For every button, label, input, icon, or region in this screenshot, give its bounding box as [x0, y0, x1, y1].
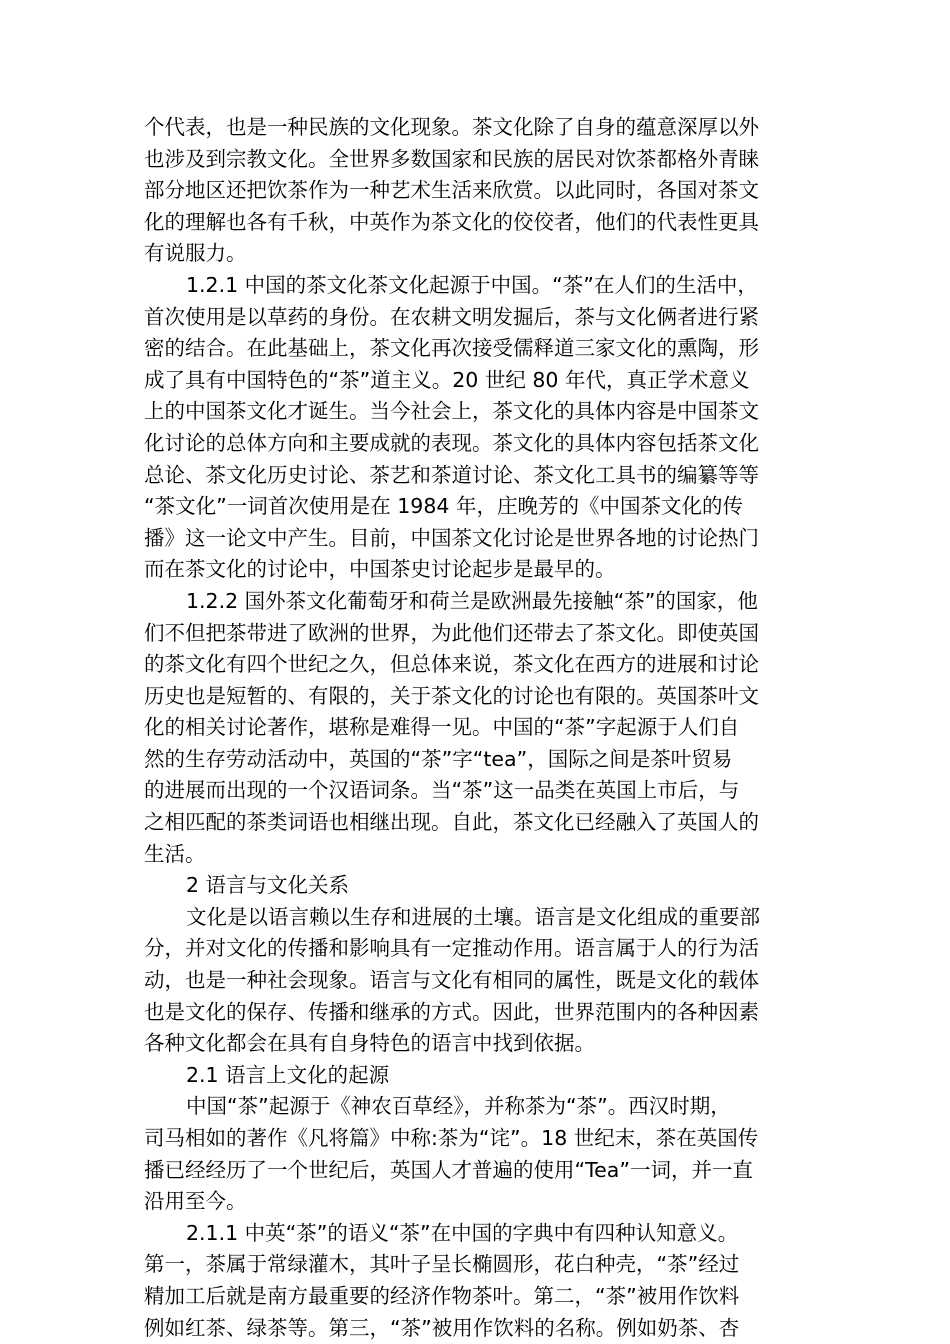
- text-line: 历史也是短暂的、有限的，关于茶文化的讨论也有限的。英国茶叶文: [144, 683, 759, 708]
- text-line: 动，也是一种社会现象。语言与文化有相同的属性，既是文化的载体: [144, 968, 759, 993]
- text-line: 化讨论的总体方向和主要成就的表现。茶文化的具体内容包括茶文化: [144, 430, 759, 455]
- text-line: 有说服力。: [144, 241, 247, 266]
- text-line: 成了具有中国特色的“茶”道主义。20 世纪 80 年代，真正学术意义: [144, 367, 750, 392]
- text-line: 的茶文化有四个世纪之久，但总体来说，茶文化在西方的进展和讨论: [144, 652, 759, 677]
- text-line: 之相匹配的茶类词语也相继出现。自此，茶文化已经融入了英国人的: [144, 810, 759, 835]
- text-line: 例如红茶、绿茶等。第三，“茶”被用作饮料的名称。例如奶茶、杏: [144, 1315, 740, 1340]
- text-line: 2.1.1 中英“茶”的语义“茶”在中国的字典中有四种认知意义。: [186, 1220, 739, 1245]
- text-line: 中国“茶”起源于《神农百草经》，并称茶为“茶”。西汉时期，: [186, 1094, 731, 1119]
- text-line: 总论、茶文化历史讨论、茶艺和茶道讨论、茶文化工具书的编纂等等: [144, 462, 759, 487]
- text-line: 播已经经历了一个世纪后，英国人才普遍的使用“Tea”一词，并一直: [144, 1157, 753, 1182]
- document-page: [144, 112, 808, 1344]
- text-line: 第一，茶属于常绿灌木，其叶子呈长椭圆形，花白种壳，“茶”经过: [144, 1252, 740, 1277]
- text-line: 部分地区还把饮茶作为一种艺术生活来欣赏。以此同时，各国对茶文: [144, 178, 759, 203]
- text-line: 的进展而出现的一个汉语词条。当“茶”这一品类在英国上市后，与: [144, 778, 740, 803]
- text-line: 们不但把茶带进了欧洲的世界，为此他们还带去了茶文化。即使英国: [144, 620, 759, 645]
- text-line: 个代表，也是一种民族的文化现象。茶文化除了自身的蕴意深厚以外: [144, 115, 759, 139]
- text-line: 1.2.2 国外茶文化葡萄牙和荷兰是欧洲最先接触“茶”的国家，他: [186, 588, 758, 613]
- text-line: 2 语言与文化关系: [186, 873, 350, 898]
- text-line: 而在茶文化的讨论中，中国茶史讨论起步是最早的。: [144, 557, 616, 582]
- text-line: 精加工后就是南方最重要的经济作物茶叶。第二，“茶”被用作饮料: [144, 1283, 740, 1308]
- text-line: 生活。: [144, 841, 206, 866]
- text-line: 密的结合。在此基础上，茶文化再次接受儒释道三家文化的熏陶，形: [144, 336, 759, 361]
- text-line: 首次使用是以草药的身份。在农耕文明发掘后，茶与文化俩者进行紧: [144, 304, 759, 329]
- text-line: 也是文化的保存、传播和继承的方式。因此，世界范围内的各种因素: [144, 999, 759, 1024]
- text-line: 文化是以语言赖以生存和进展的土壤。语言是文化组成的重要部: [186, 904, 760, 929]
- text-line: 播》这一论文中产生。目前，中国茶文化讨论是世界各地的讨论热门: [144, 525, 759, 550]
- text-line: 沿用至今。: [144, 1189, 247, 1214]
- text-line: 分，并对文化的传播和影响具有一定推动作用。语言属于人的行为活: [144, 936, 759, 961]
- text-line: 也涉及到宗教文化。全世界多数国家和民族的居民对饮茶都格外青睐: [144, 146, 759, 171]
- text-line: 然的生存劳动活动中，英国的“茶”字“tea”，国际之间是茶叶贸易: [144, 746, 733, 771]
- text-line: 各种文化都会在具有自身特色的语言中找到依据。: [144, 1031, 595, 1056]
- text-line: “茶文化”一词首次使用是在 1984 年，庄晚芳的《中国茶文化的传: [144, 494, 743, 519]
- text-line: 司马相如的著作《凡将篇》中称:茶为“诧”。18 世纪末，茶在英国传: [144, 1126, 759, 1150]
- text-line: 化的理解也各有千秋，中英作为茶文化的佼佼者，他们的代表性更具: [144, 209, 759, 234]
- text-line: 2.1 语言上文化的起源: [186, 1062, 390, 1087]
- text-line: 化的相关讨论著作，堪称是难得一见。中国的“茶”字起源于人们自: [144, 715, 740, 740]
- text-line: 1.2.1 中国的茶文化茶文化起源于中国。“茶”在人们的生活中，: [186, 272, 758, 297]
- text-line: 上的中国茶文化才诞生。当今社会上，茶文化的具体内容是中国茶文: [144, 399, 759, 424]
